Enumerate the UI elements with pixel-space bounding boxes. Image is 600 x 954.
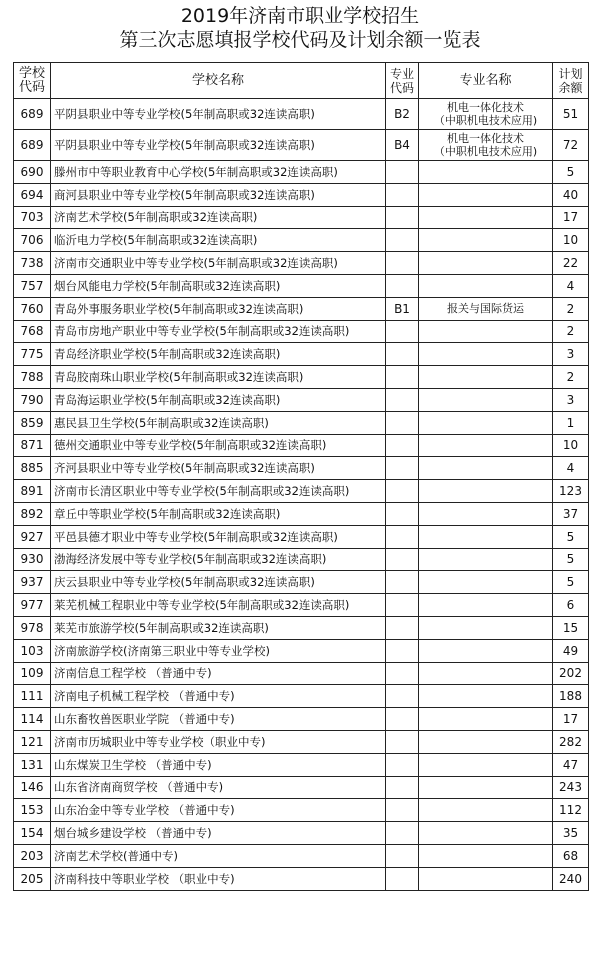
major-code-cell (386, 388, 419, 411)
table-row (14, 366, 589, 389)
table-row (14, 99, 589, 130)
school-code-cell: 690 (14, 161, 51, 184)
school-name-cell: 山东省济南商贸学校 （普通中专) (51, 776, 386, 799)
header-major-name: 专业名称 (419, 63, 553, 99)
remaining-quota-cell: 282 (553, 730, 589, 753)
major-code-cell (386, 571, 419, 594)
school-name-cell: 济南科技中等职业学校 （职业中专) (51, 867, 386, 890)
school-name-cell: 济南电子机械工程学校 （普通中专) (51, 685, 386, 708)
major-name-cell (419, 776, 553, 799)
school-code-cell: 689 (14, 99, 51, 130)
remaining-quota-cell: 2 (553, 366, 589, 389)
remaining-quota-cell: 188 (553, 685, 589, 708)
major-name-cell (419, 867, 553, 890)
school-name-cell: 平阴县职业中等专业学校(5年制高职或32连读高职) (51, 99, 386, 130)
school-code-cell: 154 (14, 822, 51, 845)
major-name-cell (419, 99, 553, 130)
school-name-cell: 济南市长清区职业中等专业学校(5年制高职或32连读高职) (51, 480, 386, 503)
remaining-quota-cell: 22 (553, 252, 589, 275)
header-school-name: 学校名称 (51, 63, 386, 99)
table-row (14, 799, 589, 822)
major-name-cell (419, 502, 553, 525)
major-code-cell (386, 502, 419, 525)
major-code-cell (386, 343, 419, 366)
school-code-cell: 977 (14, 594, 51, 617)
school-code-cell: 885 (14, 457, 51, 480)
major-name-cell (419, 822, 553, 845)
table-row (14, 229, 589, 252)
major-name-cell (419, 616, 553, 639)
major-name-cell (419, 753, 553, 776)
major-name-cell (419, 730, 553, 753)
remaining-quota-cell: 68 (553, 844, 589, 867)
school-code-cell: 760 (14, 297, 51, 320)
remaining-quota-cell: 37 (553, 502, 589, 525)
major-code-cell (386, 662, 419, 685)
school-name-cell: 济南旅游学校(济南第三职业中等专业学校) (51, 639, 386, 662)
table-row (14, 297, 589, 320)
table-row (14, 548, 589, 571)
major-name-cell (419, 548, 553, 571)
school-name-cell: 青岛海运职业学校(5年制高职或32连读高职) (51, 388, 386, 411)
table-row (14, 274, 589, 297)
remaining-quota-cell: 15 (553, 616, 589, 639)
school-name-cell: 济南市交通职业中等专业学校(5年制高职或32连读高职) (51, 252, 386, 275)
table-row (14, 252, 589, 275)
school-code-cell: 978 (14, 616, 51, 639)
school-code-cell: 131 (14, 753, 51, 776)
table-row (14, 616, 589, 639)
major-code-cell (386, 730, 419, 753)
major-name-cell (419, 662, 553, 685)
major-name-line-1: 机电一体化技术 (447, 101, 524, 114)
school-code-cell: 738 (14, 252, 51, 275)
remaining-quota-cell: 243 (553, 776, 589, 799)
school-name-cell: 商河县职业中等专业学校(5年制高职或32连读高职) (51, 183, 386, 206)
major-code-cell (386, 708, 419, 731)
major-code-cell (386, 411, 419, 434)
major-name-line-1: 机电一体化技术 (447, 132, 524, 145)
major-code-cell (386, 206, 419, 229)
major-code-cell: B2 (386, 99, 419, 130)
remaining-quota-cell: 5 (553, 161, 589, 184)
remaining-quota-cell: 240 (553, 867, 589, 890)
school-name-cell: 平阴县职业中等专业学校(5年制高职或32连读高职) (51, 130, 386, 161)
remaining-quota-cell: 51 (553, 99, 589, 130)
remaining-quota-cell: 3 (553, 343, 589, 366)
remaining-quota-cell: 112 (553, 799, 589, 822)
major-code-cell (386, 594, 419, 617)
school-code-cell: 891 (14, 480, 51, 503)
table-row (14, 844, 589, 867)
school-name-cell: 渤海经济发展中等专业学校(5年制高职或32连读高职) (51, 548, 386, 571)
school-code-cell: 205 (14, 867, 51, 890)
remaining-quota-cell: 49 (553, 639, 589, 662)
school-name-cell: 青岛胶南珠山职业学校(5年制高职或32连读高职) (51, 366, 386, 389)
major-code-cell (386, 639, 419, 662)
table-row (14, 867, 589, 890)
school-name-cell: 庆云县职业中等专业学校(5年制高职或32连读高职) (51, 571, 386, 594)
table-row (14, 457, 589, 480)
remaining-quota-cell: 35 (553, 822, 589, 845)
remaining-quota-cell: 5 (553, 571, 589, 594)
school-code-cell: 788 (14, 366, 51, 389)
remaining-quota-cell: 2 (553, 320, 589, 343)
table-row (14, 525, 589, 548)
remaining-quota-cell: 4 (553, 457, 589, 480)
school-name-cell: 滕州市中等职业教育中心学校(5年制高职或32连读高职) (51, 161, 386, 184)
school-code-cell: 103 (14, 639, 51, 662)
major-name-cell (419, 320, 553, 343)
school-code-cell: 109 (14, 662, 51, 685)
remaining-quota-cell: 1 (553, 411, 589, 434)
table-row (14, 708, 589, 731)
major-code-cell (386, 320, 419, 343)
school-code-cell: 859 (14, 411, 51, 434)
table-row (14, 343, 589, 366)
table-row (14, 183, 589, 206)
major-code-cell: B1 (386, 297, 419, 320)
school-code-cell: 203 (14, 844, 51, 867)
major-name-line-2: （中职机电技术应用) (433, 145, 538, 158)
table-row (14, 206, 589, 229)
school-name-cell: 烟台城乡建设学校 （普通中专) (51, 822, 386, 845)
table-row (14, 639, 589, 662)
school-code-cell: 930 (14, 548, 51, 571)
school-name-cell: 济南艺术学校(普通中专) (51, 844, 386, 867)
major-name-cell (419, 457, 553, 480)
school-name-cell: 山东冶金中等专业学校 （普通中专) (51, 799, 386, 822)
major-code-cell (386, 844, 419, 867)
major-code-cell (386, 776, 419, 799)
school-name-cell: 烟台风能电力学校(5年制高职或32连读高职) (51, 274, 386, 297)
school-name-cell: 惠民县卫生学校(5年制高职或32连读高职) (51, 411, 386, 434)
school-name-cell: 德州交通职业中等专业学校(5年制高职或32连读高职) (51, 434, 386, 457)
table-row (14, 130, 589, 161)
major-code-cell (386, 366, 419, 389)
school-name-cell: 山东煤炭卫生学校 （普通中专) (51, 753, 386, 776)
major-name-cell (419, 161, 553, 184)
remaining-quota-cell: 4 (553, 274, 589, 297)
major-code-cell (386, 161, 419, 184)
school-code-cell: 121 (14, 730, 51, 753)
major-name-cell (419, 594, 553, 617)
remaining-quota-cell: 40 (553, 183, 589, 206)
table-row (14, 571, 589, 594)
major-name-line-1: 报关与国际货运 (447, 302, 524, 316)
major-code-cell (386, 753, 419, 776)
remaining-quota-cell: 123 (553, 480, 589, 503)
school-code-cell: 775 (14, 343, 51, 366)
school-code-cell: 153 (14, 799, 51, 822)
major-name-cell (419, 480, 553, 503)
school-quota-table (13, 62, 589, 891)
major-name-cell (419, 206, 553, 229)
school-code-cell: 927 (14, 525, 51, 548)
remaining-quota-cell: 17 (553, 206, 589, 229)
major-name-cell (419, 388, 553, 411)
major-code-cell (386, 616, 419, 639)
major-name-cell (419, 343, 553, 366)
major-code-cell (386, 867, 419, 890)
remaining-quota-cell: 2 (553, 297, 589, 320)
major-name-cell (419, 434, 553, 457)
major-code-cell (386, 457, 419, 480)
school-code-cell: 689 (14, 130, 51, 161)
remaining-quota-cell: 10 (553, 434, 589, 457)
major-code-cell (386, 548, 419, 571)
school-name-cell: 平邑县德才职业中等专业学校(5年制高职或32连读高职) (51, 525, 386, 548)
major-name-cell (419, 411, 553, 434)
table-row (14, 388, 589, 411)
major-code-cell (386, 822, 419, 845)
major-name-cell (419, 130, 553, 161)
school-code-cell: 937 (14, 571, 51, 594)
major-name-cell (419, 844, 553, 867)
remaining-quota-cell: 202 (553, 662, 589, 685)
document-title-line-1: 2019年济南市职业学校招生 (180, 5, 420, 27)
table-header-row (14, 63, 589, 99)
school-name-cell: 济南市历城职业中等专业学校（职业中专) (51, 730, 386, 753)
school-code-cell: 757 (14, 274, 51, 297)
remaining-quota-cell: 5 (553, 525, 589, 548)
major-code-cell (386, 685, 419, 708)
table-row (14, 320, 589, 343)
school-code-cell: 111 (14, 685, 51, 708)
major-name-cell (419, 274, 553, 297)
school-name-cell: 齐河县职业中等专业学校(5年制高职或32连读高职) (51, 457, 386, 480)
table-row (14, 730, 589, 753)
header-remaining: 计划余额 (553, 63, 589, 99)
school-code-cell: 892 (14, 502, 51, 525)
school-code-cell: 706 (14, 229, 51, 252)
school-name-cell: 莱芜机械工程职业中等专业学校(5年制高职或32连读高职) (51, 594, 386, 617)
major-name-cell (419, 366, 553, 389)
major-name-line-2: （中职机电技术应用) (433, 114, 538, 127)
major-name-cell (419, 229, 553, 252)
major-name-cell (419, 525, 553, 548)
major-code-cell (386, 183, 419, 206)
school-code-cell: 790 (14, 388, 51, 411)
major-name-cell (419, 685, 553, 708)
major-code-cell (386, 525, 419, 548)
school-code-cell: 114 (14, 708, 51, 731)
remaining-quota-cell: 6 (553, 594, 589, 617)
major-name-cell (419, 252, 553, 275)
major-code-cell (386, 480, 419, 503)
header-major-code: 专业代码 (386, 63, 419, 99)
major-name-cell (419, 799, 553, 822)
school-name-cell: 山东畜牧兽医职业学院 （普通中专) (51, 708, 386, 731)
major-name-cell (419, 183, 553, 206)
major-code-cell (386, 252, 419, 275)
school-code-cell: 703 (14, 206, 51, 229)
remaining-quota-cell: 3 (553, 388, 589, 411)
table-row (14, 685, 589, 708)
major-name-cell (419, 297, 553, 320)
school-name-cell: 莱芜市旅游学校(5年制高职或32连读高职) (51, 616, 386, 639)
major-code-cell (386, 434, 419, 457)
school-name-cell: 临沂电力学校(5年制高职或32连读高职) (51, 229, 386, 252)
major-name-cell (419, 708, 553, 731)
document-title-line-2: 第三次志愿填报学校代码及计划余额一览表 (119, 29, 481, 51)
table-row (14, 161, 589, 184)
school-code-cell: 768 (14, 320, 51, 343)
remaining-quota-cell: 47 (553, 753, 589, 776)
major-name-cell (419, 571, 553, 594)
table-row (14, 434, 589, 457)
school-name-cell: 济南信息工程学校 （普通中专) (51, 662, 386, 685)
remaining-quota-cell: 17 (553, 708, 589, 731)
major-code-cell (386, 799, 419, 822)
remaining-quota-cell: 10 (553, 229, 589, 252)
table-row (14, 662, 589, 685)
school-name-cell: 青岛市房地产职业中等专业学校(5年制高职或32连读高职) (51, 320, 386, 343)
table-row (14, 776, 589, 799)
table-row (14, 822, 589, 845)
table-row (14, 753, 589, 776)
school-code-cell: 146 (14, 776, 51, 799)
school-code-cell: 871 (14, 434, 51, 457)
major-code-cell: B4 (386, 130, 419, 161)
table-row (14, 411, 589, 434)
major-name-cell (419, 639, 553, 662)
remaining-quota-cell: 5 (553, 548, 589, 571)
school-name-cell: 青岛经济职业学校(5年制高职或32连读高职) (51, 343, 386, 366)
school-name-cell: 章丘中等职业学校(5年制高职或32连读高职) (51, 502, 386, 525)
remaining-quota-cell: 72 (553, 130, 589, 161)
major-code-cell (386, 229, 419, 252)
school-code-cell: 694 (14, 183, 51, 206)
school-name-cell: 青岛外事服务职业学校(5年制高职或32连读高职) (51, 297, 386, 320)
major-code-cell (386, 274, 419, 297)
table-row (14, 594, 589, 617)
header-school-code: 学校代码 (14, 63, 51, 99)
school-name-cell: 济南艺术学校(5年制高职或32连读高职) (51, 206, 386, 229)
table-row (14, 502, 589, 525)
table-row (14, 480, 589, 503)
